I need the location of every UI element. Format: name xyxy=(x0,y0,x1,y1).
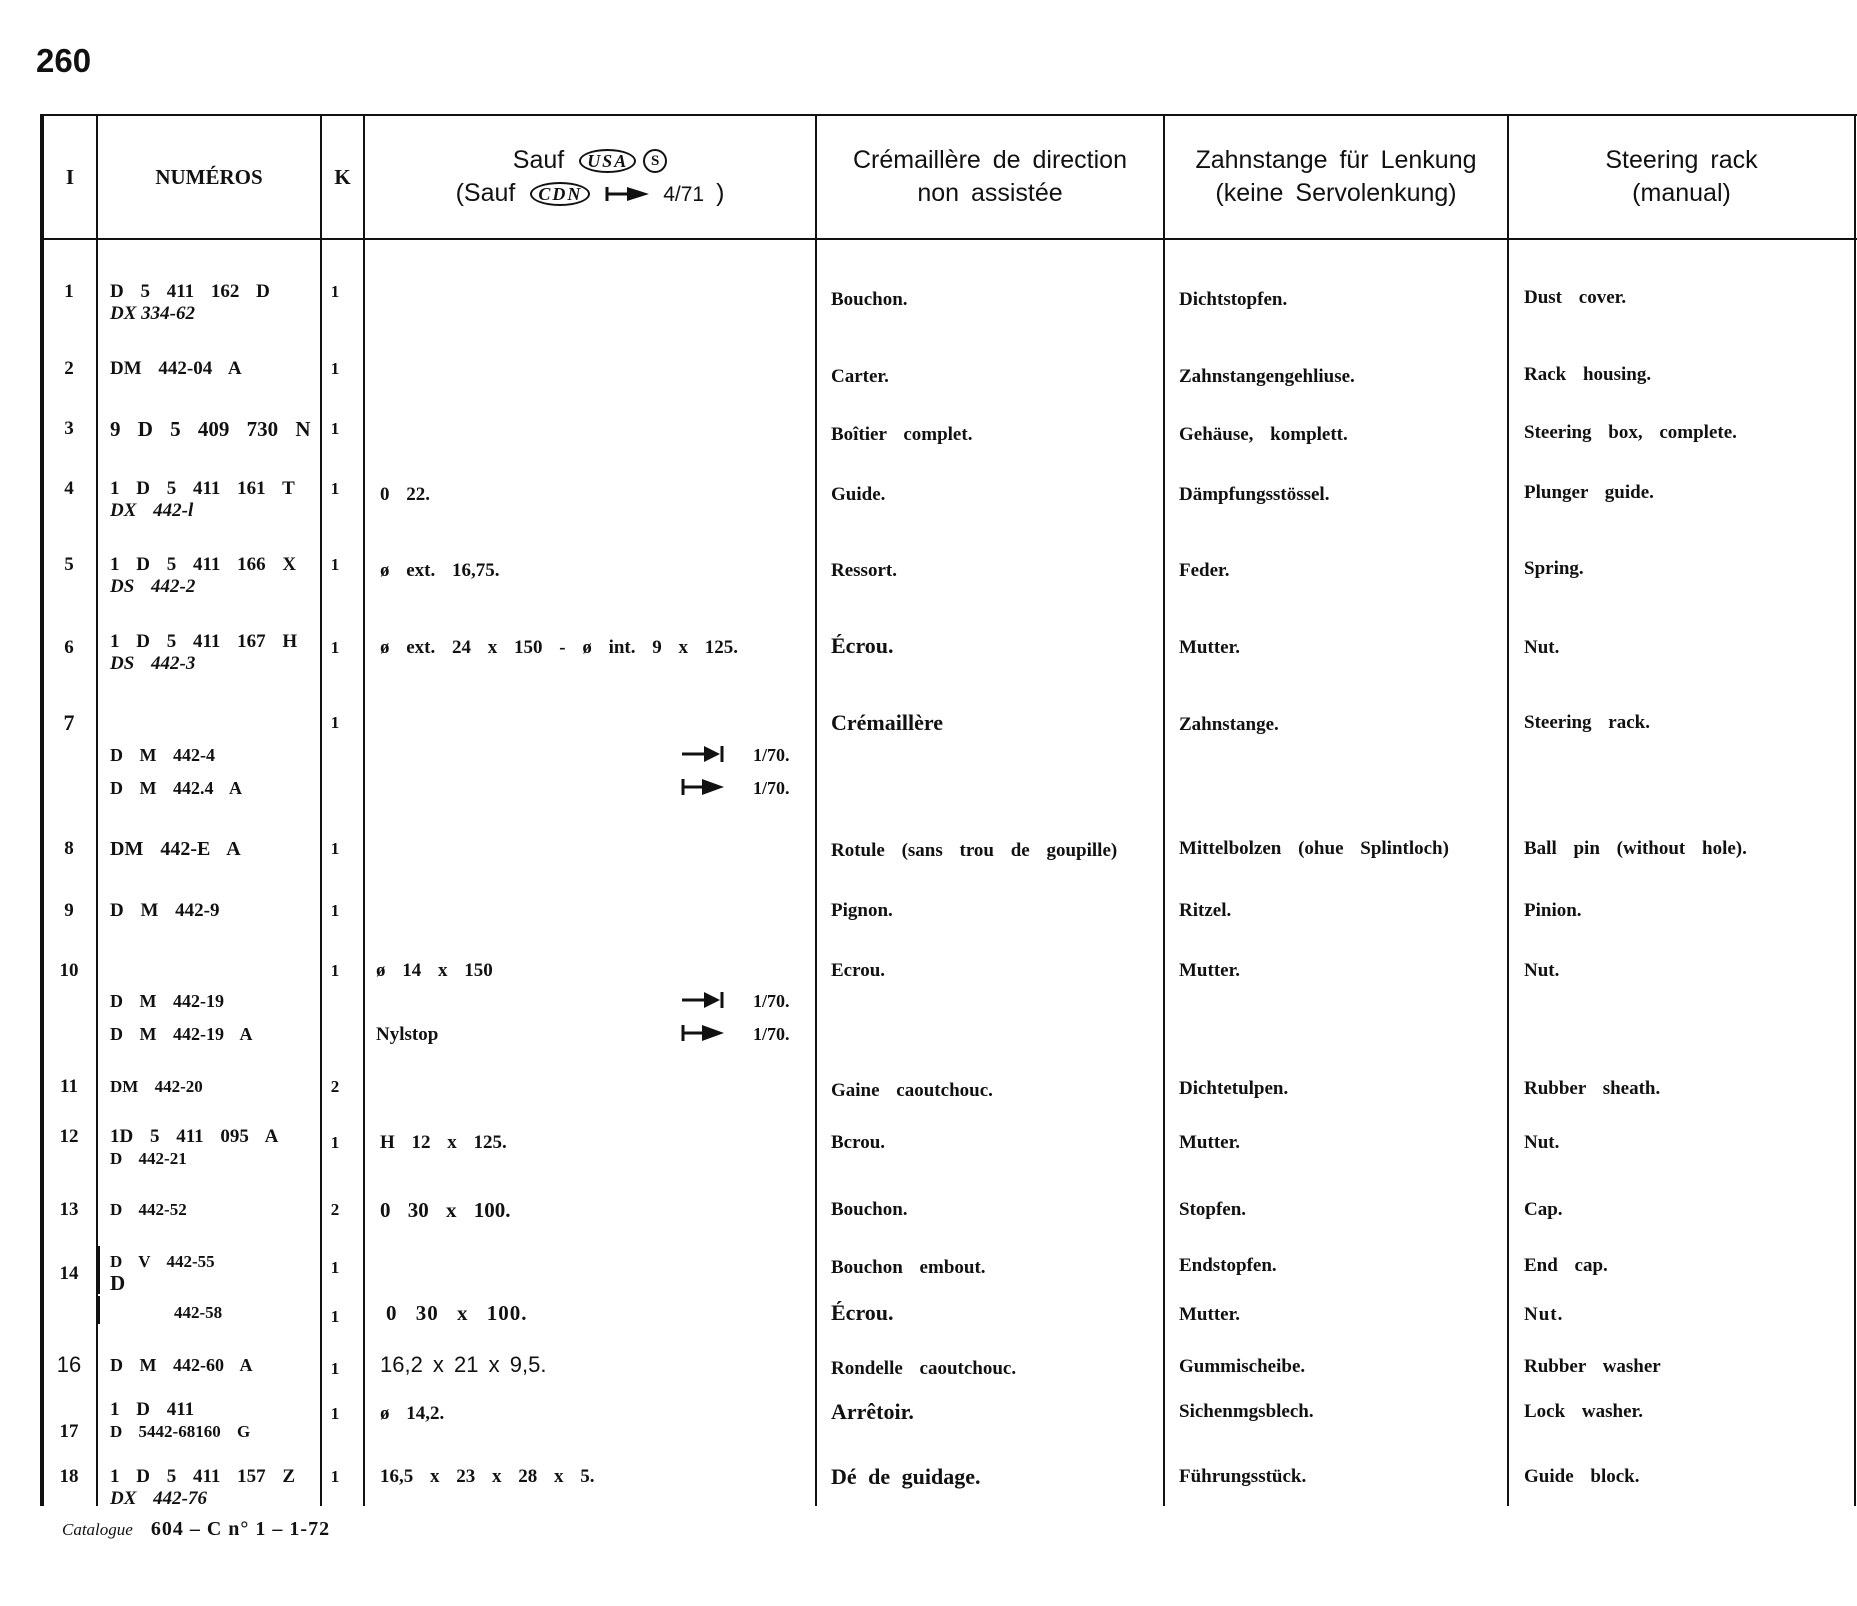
up-to-date-arrow-icon xyxy=(680,989,726,1011)
column-divider xyxy=(1507,116,1509,1506)
column-divider xyxy=(320,116,322,1506)
header-numbers: NUMÉROS xyxy=(155,164,263,189)
row-group-bracket xyxy=(98,1246,100,1294)
header-german: Zahnstange für Lenkung (keine Servolenkung) xyxy=(1195,146,1477,207)
cdn-badge: CDN xyxy=(530,182,590,206)
header-english: Steering rack (manual) xyxy=(1605,146,1758,207)
variant-row: D M 442-4 1/70. xyxy=(110,745,790,765)
usa-badge: USA xyxy=(579,149,636,173)
catalogue-label: Catalogue xyxy=(62,1520,133,1539)
parts-table: I NUMÉROS K Sauf USA S (Sauf CDN 4/71 ) Crémaillère de direction non assistée Zahnstange für Lenkung (keine Servolenkung) Steering rack (manual) 1 D 5 411 162 D DX 334-62 1 Bouchon. Dichtstopfen. Dust cover. 2 DM 442-04 A 1 Carter. Zahnstangengehliuse. Rack housing. 3 9 D 5 409 730 N 1 Boîtier complet. Gehäuse, komplett. Steering box, complete. 4 1 D 5 411 161 T DX 442-l 1 0 22. Guide. Dämpfungsstössel. Plunger guide. 5 1 D 5 411 166 X DS 442-2 1 ø ext. 16,75. Ressort. Feder. Spring. 6 1 D 5 411 167 H DS 442-3 1 ø ext. 24 x 150 - ø int. 9 x 125. Écrou. Mutter. Nut. 7 1 Crémaillère Zahnstange. Steering rack. D M 442-4 1/70. D M 442.4 A 1/70. 8 DM 442-E A 1 Rotule (sans trou de goupille) Mittelbolzen (ohue Splintloch) Ball pin (without hole). 9 D M 442-9 1 Pignon. Ritzel. Pinion. 10 1 ø 14 x 150 Ecrou. Mutter. Nut. D M 442-19 1/70. D M 442-19 A Nylstop 1/70. 11 DM 442-20 2 Gaine caoutchouc. Dichtetulpen. Rubber sheath. 12 1D 5 411 095 A D 442-21 1 H 12 x 125. Bcrou. Mutter. Nut. 13 D 442-52 2 0 30 x 100. Bouchon. Stopfen. Cap. 14 D V 442-55 D 1 Bouchon embout. Endstopfen. End cap. 442-58 1 0 30 x 100. Écrou. Mutter. Nut. 16 D M 442-60 A 1 16,2 x 21 x 9,5. Rondelle caoutchouc. Gummischeibe. Rubber washer 17 1 D 411 D 5442-68160 G 1 ø 14,2. Arrêtoir. Sichenmgsblech. Lock washer. 18 1 D 5 411 157 Z DX 442-76 1 16,5 x 23 x 28 x 5. Dé de guidage. Führungsstück. Guide block. xyxy=(40,114,1857,1506)
s-circle-badge: S xyxy=(643,149,667,173)
from-date-arrow-icon xyxy=(680,1022,726,1044)
header-french: Crémaillère de direction non assistée xyxy=(852,146,1127,207)
page-number: 260 xyxy=(36,42,92,79)
header-divider xyxy=(44,238,1857,240)
condition-line-1: Sauf USA S xyxy=(513,144,667,177)
up-to-date-arrow-icon xyxy=(680,743,726,765)
variant-row: D M 442.4 A 1/70. xyxy=(110,778,790,798)
column-divider xyxy=(815,116,817,1506)
header-condition xyxy=(365,116,815,238)
from-date-arrow-icon xyxy=(680,776,726,798)
variant-row: D M 442-19 1/70. xyxy=(110,991,790,1011)
column-divider xyxy=(363,116,365,1506)
header-index: I xyxy=(65,164,75,189)
condition-line-2: (Sauf CDN 4/71 ) xyxy=(455,178,725,207)
from-date-arrow-icon xyxy=(605,185,651,203)
catalogue-footer xyxy=(62,1518,330,1541)
header-k: K xyxy=(334,164,351,189)
row-group-bracket xyxy=(98,1296,100,1324)
column-divider xyxy=(1854,116,1856,1506)
catalogue-reference: 604 – C n° 1 – 1-72 xyxy=(150,1518,331,1540)
column-divider xyxy=(1163,116,1165,1506)
variant-row: D M 442-19 A Nylstop 1/70. xyxy=(110,1024,790,1045)
margin-mark xyxy=(40,710,44,738)
